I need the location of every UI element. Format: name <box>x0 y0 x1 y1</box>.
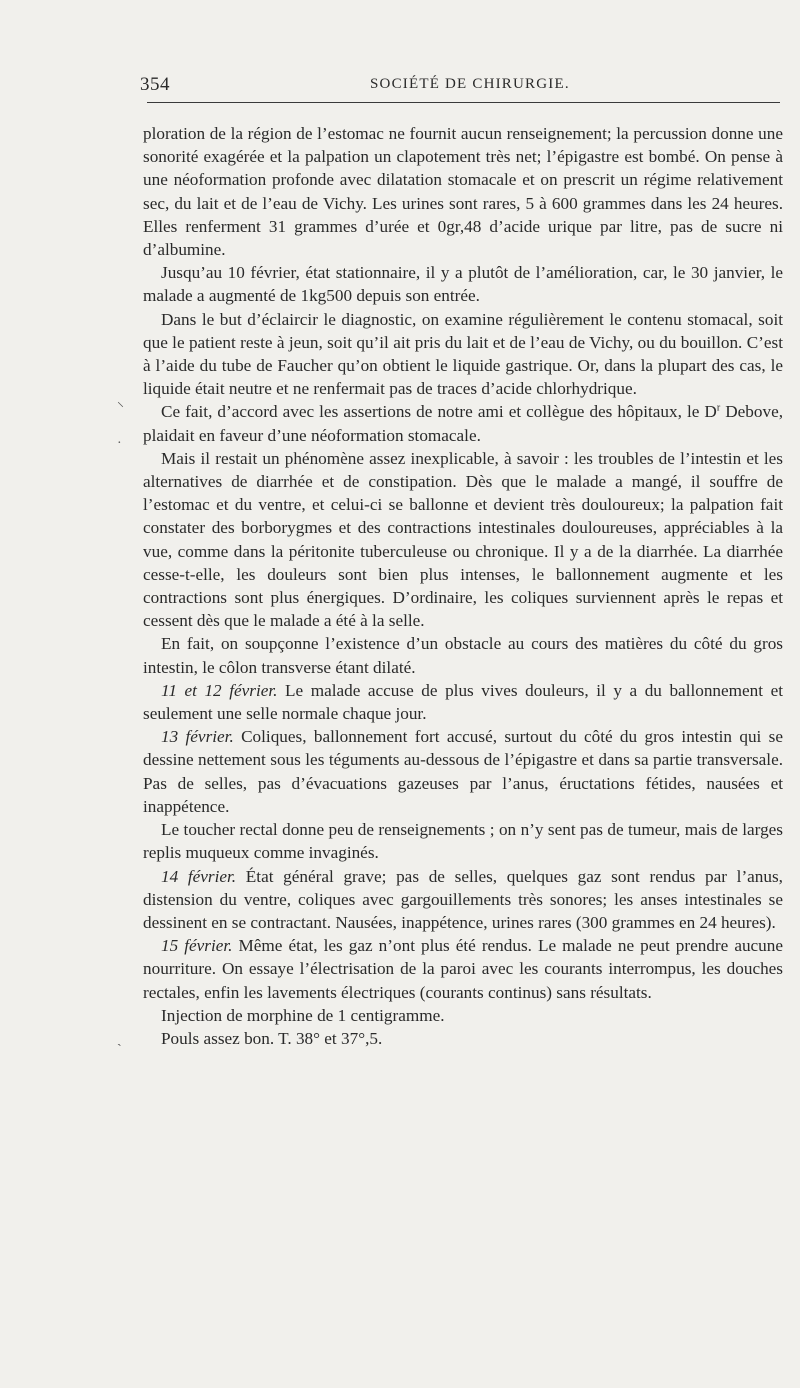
entry-date: 13 février. <box>161 727 234 747</box>
paragraph: En fait, on soupçonne l’existence d’un obstacle au cours des matières du côté du gros intestin, le côlon transverse étant dilaté. <box>143 634 783 677</box>
paragraph: 14 février. État général grave; pas de selles, quelques gaz sont rendus par l’anus, distension du ventre, coliques avec gargouillements très sonores; les anses intestinales se dessinent en se contractant. Nausées, inappétence, urines rares (300 grammes en 24 heures). <box>143 866 783 932</box>
body-text <box>143 122 783 1050</box>
header-rule <box>147 102 780 103</box>
paragraph: Ce fait, d’accord avec les assertions de notre ami et collègue des hôpitaux, le $D^r$ Debove, plaidait en faveur d’une néoformation stomacale. <box>143 402 784 445</box>
page-header <box>140 74 780 104</box>
paragraph: Jusqu’au 10 février, état stationnaire, il y a plutôt de l’amélioration, car, le 30 janvier, le malade a augmenté de 1kg500 depuis son entrée. <box>143 263 783 306</box>
page-number: 354 <box>140 74 170 95</box>
paragraph: 15 février. Même état, les gaz n’ont plus été rendus. Le malade ne peut prendre aucune nourriture. On essaye l’électrisation de la paroi avec les courants interrompus, les douches rectales, enfin les lavements électriques (courants continus) sans résultats. <box>143 936 783 1002</box>
margin-mark: ˎ <box>117 1032 122 1047</box>
margin-mark: ⸜ <box>117 395 124 410</box>
paragraph: Pouls assez bon. T. 38° et 37°,5. <box>161 1028 383 1048</box>
paragraph: Le toucher rectal donne peu de renseignements ; on n’y sent pas de tumeur, mais de larges replis muqueux comme invaginés. <box>143 820 783 863</box>
margin-mark: · <box>117 436 122 451</box>
paragraph: Mais il restait un phénomène assez inexplicable, à savoir : les troubles de l’intestin et les alternatives de diarrhée et de constipation. Dès que le malade a mangé, il souffre de l’estomac et du ventre, et celui-ci se ballonne et devient très douloureux; la palpation fait constater des borborygmes et des contractions intestinales douloureuses, appréciables à la vue, comme dans la péritonite tuberculeuse ou chronique. Il y a de la diarrhée. La diarrhée cesse-t-elle, les douleurs sont bien plus intenses, le ballonnement augmente et les contractions sont plus énergiques. D’ordinaire, les coliques surviennent après le repas et cessent dès que le malade a été à la selle. <box>143 448 783 631</box>
paragraph: 13 février. Coliques, ballonnement fort accusé, surtout du côté du gros intestin qui se dessine nettement sous les téguments au-dessous de l’épigastre et dans sa partie transversale. Pas de selles, pas d’évacuations gazeuses par l’anus, éructations fétides, nausées et inappétence. <box>143 727 783 816</box>
entry-date: 14 février. <box>161 866 237 886</box>
entry-date: 11 et 12 février. <box>161 680 278 700</box>
paragraph: ploration de la région de l’estomac ne fournit aucun renseignement; la percussion donne une sonorité exagérée et la palpation un clapotement très net; l’épigastre est bombé. On pense à une néoformation profonde avec dilatation stomacale et on prescrit un régime relativement sec, du lait et de l’eau de Vichy. Les urines sont rares, 5 à 600 grammes dans les 24 heures. Elles renferment 31 grammes d’urée et 0gr,48 d’acide urique par litre, pas de sucre ni d’albumine. <box>143 124 783 260</box>
paragraph: 11 et 12 février. Le malade accuse de plus vives douleurs, il y a du ballonnement et seulement une selle normale chaque jour. <box>143 680 783 724</box>
running-title: SOCIÉTÉ DE CHIRURGIE. <box>370 76 570 92</box>
paragraph: Dans le but d’éclaircir le diagnostic, on examine régulièrement le contenu stomacal, soit que le patient reste à jeun, soit qu’il ait pris du lait et de l’eau de Vichy, ou du bouillon. C’est à l’aide du tube de Faucher qu’on obtient le liquide gastrique. Or, dans la plupart des cas, le liquide était neutre et ne renfermait pas de traces d’acide chlorhydrique. <box>143 309 783 399</box>
paragraph: Injection de morphine de 1 centigramme. <box>161 1005 445 1025</box>
entry-date: 15 février. <box>161 936 233 956</box>
